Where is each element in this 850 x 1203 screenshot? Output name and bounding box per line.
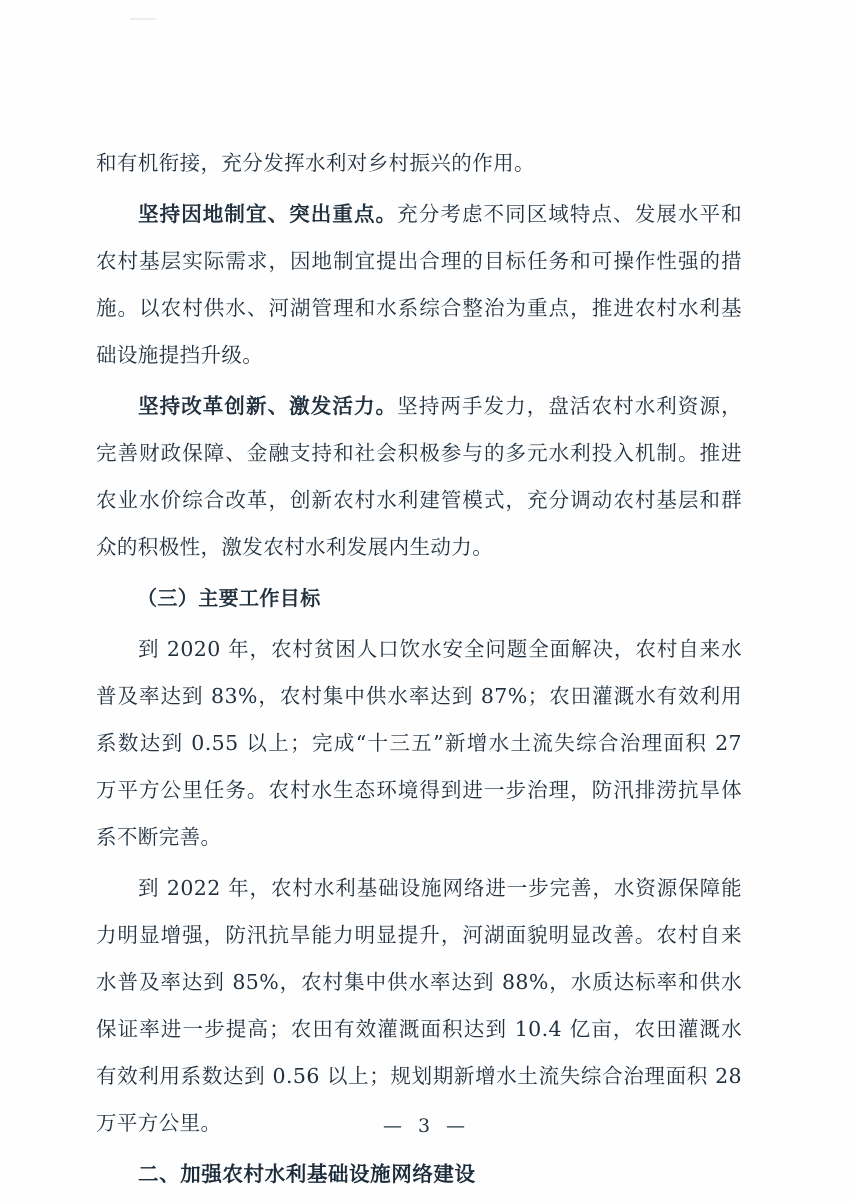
paragraph-body-text: 坚持两手发力，盘活农村水利资源，完善财政保障、金融支持和社会积极参与的多元水利投入机制。推进农业水价综合改革，创新农村水利建管模式，充分调动农村基层和群众的积极性，激发农村水利发展内生动力。 bbox=[96, 394, 742, 559]
footer-dash-left: — bbox=[382, 1115, 404, 1137]
document-body bbox=[96, 140, 742, 1202]
paragraph-continuation: 和有机衔接，充分发挥水利对乡村振兴的作用。 bbox=[96, 151, 535, 175]
footer-dash-right: — bbox=[446, 1115, 468, 1137]
paragraph-goal-2022: 到 2022 年，农村水利基础设施网络进一步完善，水资源保障能力明显增强，防汛抗旱能力明显提升，河湖面貌明显改善。农村自来水普及率达到 85%，农村集中供水率达到 88%，水质达标率和供水保证率进一步提高；农田有效灌溉面积达到 10.4 亿亩，农田灌溉水有效利用系数达到 0.56 以上；规划期新增水土流失综合治理面积 28 万平方公里。 bbox=[96, 876, 742, 1135]
section-subheading-main-goals: （三）主要工作目标 bbox=[137, 586, 321, 610]
paragraph-lead-text: 坚持因地制宜、突出重点。 bbox=[138, 202, 398, 226]
paragraph-body-text: 充分考虑不同区域特点、发展水平和农村基层实际需求，因地制宜提出合理的目标任务和可操作性强的措施。以农村供水、河湖管理和水系综合整治为重点，推进农村水利基础设施提挡升级。 bbox=[96, 202, 742, 367]
paragraph-principle-reform-innovation bbox=[96, 383, 742, 571]
paragraph-lead-text: 坚持改革创新、激发活力。 bbox=[138, 394, 398, 418]
section-heading-two: 二、加强农村水利基础设施网络建设 bbox=[138, 1162, 476, 1186]
page-number: 3 bbox=[417, 1115, 433, 1137]
page-corner-mark bbox=[130, 18, 156, 20]
paragraph-principle-local-conditions bbox=[96, 191, 742, 379]
page-footer bbox=[0, 1115, 850, 1137]
paragraph-goal-2020: 到 2020 年，农村贫困人口饮水安全问题全面解决，农村自来水普及率达到 83%，农村集中供水率达到 87%；农田灌溉水有效利用系数达到 0.55 以上；完成“十三五”新增水土流失综合治理面积 27 万平方公里任务。农村水生态环境得到进一步治理，防汛排涝抗旱体系不断完善。 bbox=[96, 637, 742, 849]
